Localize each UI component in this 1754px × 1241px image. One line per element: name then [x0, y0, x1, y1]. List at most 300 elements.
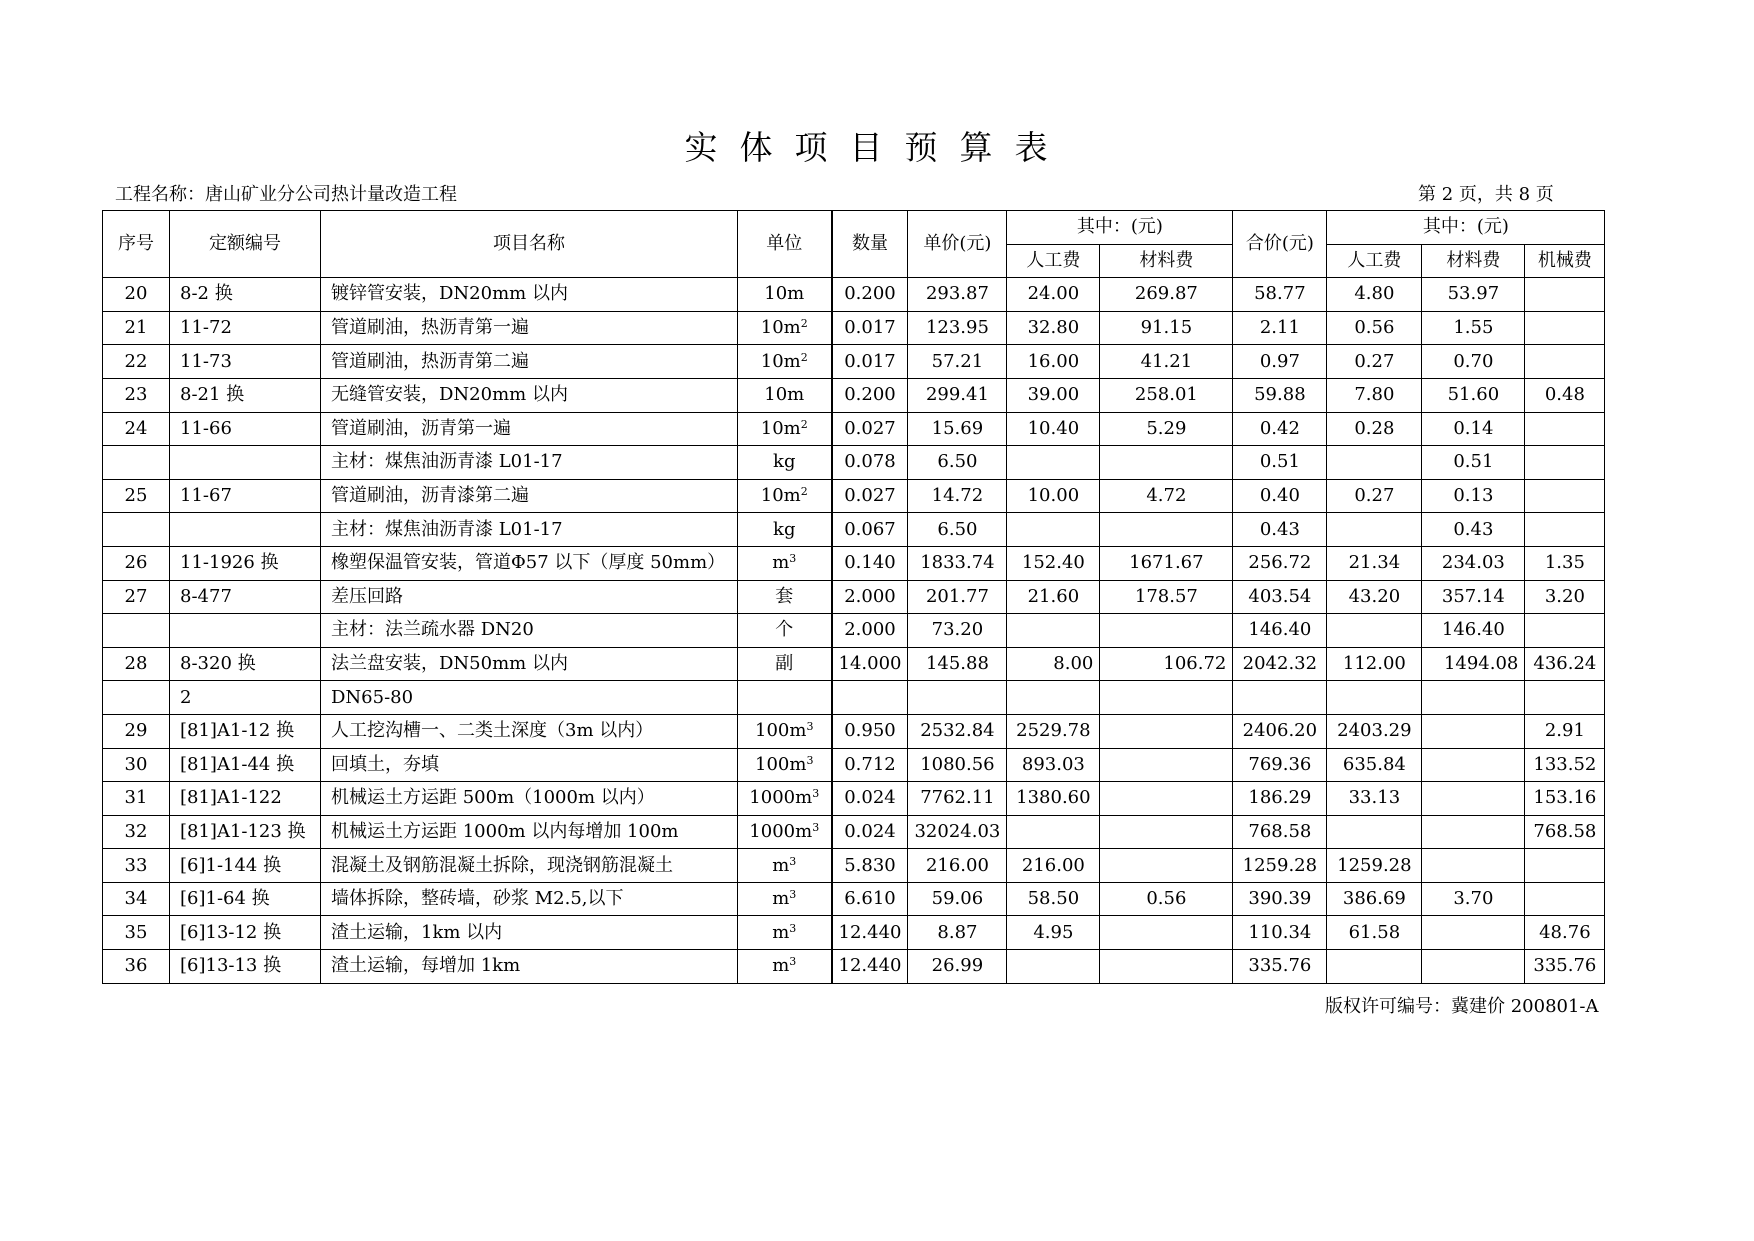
cell-material [1100, 950, 1233, 984]
cell-unit-price: 15.69 [908, 412, 1007, 446]
cell-total-material: 0.51 [1422, 446, 1525, 480]
cell-unit-price: 59.06 [908, 882, 1007, 916]
unit-text: 100m [755, 753, 807, 775]
cell-seq [103, 614, 170, 648]
cell-labor: 2529.78 [1007, 714, 1100, 748]
cell-seq: 25 [103, 479, 170, 513]
cell-name: 机械运土方运距 1000m 以内每增加 100m [321, 815, 738, 849]
cell-labor: 10.00 [1007, 479, 1100, 513]
cell-name: 镀锌管安装，DN20mm 以内 [321, 278, 738, 312]
cell-total-machine: 436.24 [1525, 647, 1605, 681]
table-row [103, 580, 1605, 614]
cell-unit [738, 748, 832, 782]
cell-unit-price: 201.77 [908, 580, 1007, 614]
cell-seq [103, 446, 170, 480]
unit-text: m [772, 955, 790, 977]
table-row [103, 311, 1605, 345]
cell-code: 11-73 [170, 345, 321, 379]
cell-qty: 14.000 [832, 647, 908, 681]
cell-unit-price: 14.72 [908, 479, 1007, 513]
cell-total-labor: 0.27 [1327, 479, 1422, 513]
cell-name: 人工挖沟槽一、二类土深度（3m 以内） [321, 714, 738, 748]
cell-total-material: 51.60 [1422, 378, 1525, 412]
cell-unit [738, 580, 832, 614]
cell-code: 2 [170, 681, 321, 715]
unit-exponent: 2 [800, 485, 808, 499]
cell-total-machine [1525, 479, 1605, 513]
cell-unit-price: 123.95 [908, 311, 1007, 345]
cell-total-labor [1327, 681, 1422, 715]
cell-unit [738, 882, 832, 916]
cell-material: 4.72 [1100, 479, 1233, 513]
unit-text: 1000m [749, 787, 813, 809]
cell-total-labor: 386.69 [1327, 882, 1422, 916]
cell-labor: 16.00 [1007, 345, 1100, 379]
cell-unit [738, 378, 832, 412]
cell-total-machine [1525, 513, 1605, 547]
cell-unit [738, 782, 832, 816]
cell-total-material: 0.13 [1422, 479, 1525, 513]
cell-total: 186.29 [1233, 782, 1327, 816]
cell-qty: 0.027 [832, 412, 908, 446]
cell-seq: 20 [103, 278, 170, 312]
cell-total-labor: 4.80 [1327, 278, 1422, 312]
cell-qty: 2.000 [832, 580, 908, 614]
cell-qty: 0.067 [832, 513, 908, 547]
header-qty: 数量 [832, 211, 908, 278]
cell-total-material: 1494.08 [1422, 647, 1525, 681]
cell-unit-price: 73.20 [908, 614, 1007, 648]
cell-name: 主材：法兰疏水器 DN20 [321, 614, 738, 648]
cell-total: 768.58 [1233, 815, 1327, 849]
cell-material: 5.29 [1100, 412, 1233, 446]
cell-total-machine [1525, 882, 1605, 916]
budget-table [102, 210, 1605, 984]
page-title: 实体项目预算表 [684, 128, 1070, 167]
cell-name: 法兰盘安装，DN50mm 以内 [321, 647, 738, 681]
cell-name: 主材：煤焦油沥青漆 L01-17 [321, 513, 738, 547]
cell-total: 1259.28 [1233, 849, 1327, 883]
cell-unit [738, 714, 832, 748]
cell-total: 58.77 [1233, 278, 1327, 312]
unit-text: 10m [764, 283, 805, 305]
table-row [103, 916, 1605, 950]
cell-labor: 58.50 [1007, 882, 1100, 916]
cell-labor: 32.80 [1007, 311, 1100, 345]
cell-total-labor [1327, 446, 1422, 480]
cell-material [1100, 714, 1233, 748]
cell-total-labor: 112.00 [1327, 647, 1422, 681]
cell-material: 178.57 [1100, 580, 1233, 614]
table-row [103, 412, 1605, 446]
unit-text: kg [773, 518, 796, 540]
cell-seq: 26 [103, 546, 170, 580]
unit-text: m [772, 854, 790, 876]
cell-code: [6]1-64 换 [170, 882, 321, 916]
cell-total: 403.54 [1233, 580, 1327, 614]
copyright-note: 版权许可编号：冀建价 200801-A [1325, 996, 1599, 1017]
unit-exponent: 2 [800, 417, 808, 431]
unit-exponent: 3 [806, 720, 814, 734]
table-row [103, 950, 1605, 984]
cell-name: 渣土运输，每增加 1km [321, 950, 738, 984]
cell-qty: 0.950 [832, 714, 908, 748]
header-of-which-1: 其中：(元) [1007, 211, 1233, 245]
table-row [103, 446, 1605, 480]
cell-total: 769.36 [1233, 748, 1327, 782]
cell-total-material: 1.55 [1422, 311, 1525, 345]
cell-name: 渣土运输，1km 以内 [321, 916, 738, 950]
cell-total: 59.88 [1233, 378, 1327, 412]
header-unit: 单位 [738, 211, 832, 278]
unit-text: 10m [760, 317, 801, 339]
cell-total-labor [1327, 614, 1422, 648]
cell-total: 146.40 [1233, 614, 1327, 648]
cell-total-material [1422, 714, 1525, 748]
cell-code: 11-67 [170, 479, 321, 513]
cell-material: 258.01 [1100, 378, 1233, 412]
cell-material: 1671.67 [1100, 546, 1233, 580]
header-machine-2: 机械费 [1525, 244, 1605, 278]
cell-total: 2406.20 [1233, 714, 1327, 748]
page-info: 第 2 页，共 8 页 [1418, 184, 1554, 205]
cell-seq: 36 [103, 950, 170, 984]
cell-material: 91.15 [1100, 311, 1233, 345]
cell-labor: 152.40 [1007, 546, 1100, 580]
cell-total-material: 3.70 [1422, 882, 1525, 916]
table-row [103, 378, 1605, 412]
cell-seq: 22 [103, 345, 170, 379]
cell-unit-price: 1080.56 [908, 748, 1007, 782]
cell-total-labor: 1259.28 [1327, 849, 1422, 883]
cell-total-material: 146.40 [1422, 614, 1525, 648]
cell-labor: 4.95 [1007, 916, 1100, 950]
cell-total-material: 234.03 [1422, 546, 1525, 580]
cell-unit [738, 345, 832, 379]
cell-qty: 5.830 [832, 849, 908, 883]
cell-unit-price: 6.50 [908, 446, 1007, 480]
cell-total-labor: 43.20 [1327, 580, 1422, 614]
cell-total-material: 0.70 [1422, 345, 1525, 379]
cell-code: [81]A1-123 换 [170, 815, 321, 849]
cell-material [1100, 513, 1233, 547]
cell-code [170, 513, 321, 547]
cell-labor: 21.60 [1007, 580, 1100, 614]
cell-total: 390.39 [1233, 882, 1327, 916]
cell-total-labor: 2403.29 [1327, 714, 1422, 748]
cell-name: 管道刷油，沥青第一遍 [321, 412, 738, 446]
header-total: 合价(元) [1233, 211, 1327, 278]
cell-material [1100, 446, 1233, 480]
cell-seq: 28 [103, 647, 170, 681]
header-of-which-2: 其中：(元) [1327, 211, 1605, 245]
cell-total-material [1422, 916, 1525, 950]
header-labor-2: 人工费 [1327, 244, 1422, 278]
cell-labor [1007, 513, 1100, 547]
cell-total-material: 357.14 [1422, 580, 1525, 614]
cell-labor: 10.40 [1007, 412, 1100, 446]
cell-seq: 24 [103, 412, 170, 446]
unit-text: m [772, 921, 790, 943]
cell-unit [738, 546, 832, 580]
cell-total: 0.51 [1233, 446, 1327, 480]
cell-labor [1007, 681, 1100, 715]
cell-name: 管道刷油，沥青漆第二遍 [321, 479, 738, 513]
cell-unit [738, 412, 832, 446]
cell-total: 0.43 [1233, 513, 1327, 547]
cell-total: 0.97 [1233, 345, 1327, 379]
unit-exponent: 3 [806, 753, 814, 767]
cell-code: [81]A1-122 [170, 782, 321, 816]
cell-unit [738, 647, 832, 681]
cell-qty: 0.024 [832, 815, 908, 849]
header-code: 定额编号 [170, 211, 321, 278]
cell-seq: 27 [103, 580, 170, 614]
cell-code: [6]13-12 换 [170, 916, 321, 950]
cell-labor: 8.00 [1007, 647, 1100, 681]
cell-unit [738, 479, 832, 513]
table-row [103, 849, 1605, 883]
unit-text: 副 [775, 653, 794, 675]
cell-total-material [1422, 950, 1525, 984]
cell-qty: 0.027 [832, 479, 908, 513]
header-labor-1: 人工费 [1007, 244, 1100, 278]
cell-material [1100, 614, 1233, 648]
header-name: 项目名称 [321, 211, 738, 278]
cell-labor [1007, 950, 1100, 984]
cell-qty: 0.200 [832, 378, 908, 412]
unit-exponent: 3 [789, 955, 797, 969]
cell-material [1100, 916, 1233, 950]
cell-total: 0.42 [1233, 412, 1327, 446]
cell-unit [738, 815, 832, 849]
cell-unit-price: 7762.11 [908, 782, 1007, 816]
cell-seq: 30 [103, 748, 170, 782]
header-seq: 序号 [103, 211, 170, 278]
unit-exponent: 3 [789, 888, 797, 902]
cell-total-machine [1525, 681, 1605, 715]
cell-total-labor: 61.58 [1327, 916, 1422, 950]
cell-total-material [1422, 849, 1525, 883]
cell-unit-price: 145.88 [908, 647, 1007, 681]
cell-total-machine [1525, 311, 1605, 345]
cell-total-machine: 133.52 [1525, 748, 1605, 782]
cell-labor: 39.00 [1007, 378, 1100, 412]
cell-unit [738, 278, 832, 312]
cell-name: 回填土，夯填 [321, 748, 738, 782]
cell-total-labor: 7.80 [1327, 378, 1422, 412]
cell-qty: 0.024 [832, 782, 908, 816]
cell-unit [738, 849, 832, 883]
cell-unit [738, 446, 832, 480]
cell-unit-price: 8.87 [908, 916, 1007, 950]
cell-seq: 31 [103, 782, 170, 816]
unit-exponent: 3 [812, 787, 820, 801]
cell-total-machine [1525, 412, 1605, 446]
cell-unit-price: 1833.74 [908, 546, 1007, 580]
cell-name: 墙体拆除，整砖墙，砂浆 M2.5,以下 [321, 882, 738, 916]
cell-total-machine: 335.76 [1525, 950, 1605, 984]
cell-qty: 0.200 [832, 278, 908, 312]
header-material-1: 材料费 [1100, 244, 1233, 278]
cell-code [170, 614, 321, 648]
cell-name: 机械运土方运距 500m（1000m 以内） [321, 782, 738, 816]
cell-total-labor: 21.34 [1327, 546, 1422, 580]
table-row [103, 278, 1605, 312]
cell-material: 0.56 [1100, 882, 1233, 916]
cell-total [1233, 681, 1327, 715]
cell-total: 335.76 [1233, 950, 1327, 984]
cell-unit [738, 513, 832, 547]
table-body [103, 278, 1605, 983]
cell-total-material: 53.97 [1422, 278, 1525, 312]
cell-total: 256.72 [1233, 546, 1327, 580]
cell-seq: 23 [103, 378, 170, 412]
cell-total-labor [1327, 815, 1422, 849]
cell-seq: 32 [103, 815, 170, 849]
cell-total: 2.11 [1233, 311, 1327, 345]
cell-name: 管道刷油，热沥青第二遍 [321, 345, 738, 379]
cell-total-machine [1525, 278, 1605, 312]
cell-name: DN65-80 [321, 681, 738, 715]
cell-total-machine: 768.58 [1525, 815, 1605, 849]
cell-qty: 6.610 [832, 882, 908, 916]
cell-unit-price [908, 681, 1007, 715]
cell-seq: 34 [103, 882, 170, 916]
cell-total-machine: 0.48 [1525, 378, 1605, 412]
cell-qty: 0.078 [832, 446, 908, 480]
cell-code: 8-477 [170, 580, 321, 614]
cell-total-material [1422, 681, 1525, 715]
table-row [103, 815, 1605, 849]
unit-exponent: 2 [800, 350, 808, 364]
unit-exponent: 3 [789, 552, 797, 566]
cell-labor: 893.03 [1007, 748, 1100, 782]
cell-name: 管道刷油，热沥青第一遍 [321, 311, 738, 345]
cell-unit-price: 57.21 [908, 345, 1007, 379]
unit-exponent: 3 [789, 854, 797, 868]
cell-qty: 12.440 [832, 950, 908, 984]
cell-total-machine: 3.20 [1525, 580, 1605, 614]
cell-total-material [1422, 815, 1525, 849]
cell-code [170, 446, 321, 480]
cell-unit-price: 216.00 [908, 849, 1007, 883]
table-row [103, 345, 1605, 379]
cell-code: 11-1926 换 [170, 546, 321, 580]
cell-material [1100, 782, 1233, 816]
cell-code: [81]A1-12 换 [170, 714, 321, 748]
cell-total-labor: 33.13 [1327, 782, 1422, 816]
cell-name: 混凝土及钢筋混凝土拆除，现浇钢筋混凝土 [321, 849, 738, 883]
cell-seq: 21 [103, 311, 170, 345]
cell-unit-price: 2532.84 [908, 714, 1007, 748]
unit-exponent: 3 [812, 820, 820, 834]
table-row [103, 714, 1605, 748]
cell-name: 无缝管安装，DN20mm 以内 [321, 378, 738, 412]
cell-total-material: 0.43 [1422, 513, 1525, 547]
cell-total-machine: 48.76 [1525, 916, 1605, 950]
cell-total-machine [1525, 345, 1605, 379]
cell-unit-price: 299.41 [908, 378, 1007, 412]
cell-total-machine: 153.16 [1525, 782, 1605, 816]
cell-code: 11-66 [170, 412, 321, 446]
cell-total-material: 0.14 [1422, 412, 1525, 446]
cell-labor: 216.00 [1007, 849, 1100, 883]
cell-total-labor: 635.84 [1327, 748, 1422, 782]
cell-labor [1007, 815, 1100, 849]
cell-qty [832, 681, 908, 715]
cell-total-labor [1327, 950, 1422, 984]
cell-total: 0.40 [1233, 479, 1327, 513]
table-row [103, 614, 1605, 648]
table-row [103, 513, 1605, 547]
cell-unit-price: 6.50 [908, 513, 1007, 547]
cell-total-machine [1525, 446, 1605, 480]
table-row [103, 546, 1605, 580]
cell-code: [81]A1-44 换 [170, 748, 321, 782]
table-row [103, 748, 1605, 782]
header-unit-price: 单价(元) [908, 211, 1007, 278]
cell-total: 2042.32 [1233, 647, 1327, 681]
cell-code: 8-320 换 [170, 647, 321, 681]
unit-text: 10m [764, 384, 805, 406]
cell-name: 差压回路 [321, 580, 738, 614]
unit-text: 10m [760, 350, 801, 372]
cell-seq: 35 [103, 916, 170, 950]
cell-labor [1007, 446, 1100, 480]
cell-material: 106.72 [1100, 647, 1233, 681]
cell-unit [738, 614, 832, 648]
cell-unit-price: 293.87 [908, 278, 1007, 312]
cell-code: 8-21 换 [170, 378, 321, 412]
cell-name: 主材：煤焦油沥青漆 L01-17 [321, 446, 738, 480]
cell-material [1100, 748, 1233, 782]
cell-qty: 0.140 [832, 546, 908, 580]
cell-total-material [1422, 748, 1525, 782]
cell-material: 41.21 [1100, 345, 1233, 379]
cell-seq [103, 513, 170, 547]
cell-code: 8-2 换 [170, 278, 321, 312]
cell-unit-price: 32024.03 [908, 815, 1007, 849]
header-material-2: 材料费 [1422, 244, 1525, 278]
cell-name: 橡塑保温管安装，管道Φ57 以下（厚度 50mm） [321, 546, 738, 580]
cell-unit [738, 681, 832, 715]
cell-total-labor [1327, 513, 1422, 547]
cell-material: 269.87 [1100, 278, 1233, 312]
table-row [103, 882, 1605, 916]
unit-exponent: 2 [800, 317, 808, 331]
cell-labor [1007, 614, 1100, 648]
cell-seq: 29 [103, 714, 170, 748]
cell-total-machine [1525, 849, 1605, 883]
unit-text: m [772, 888, 790, 910]
cell-material [1100, 681, 1233, 715]
unit-text: 10m [760, 485, 801, 507]
unit-text: 个 [775, 619, 794, 641]
cell-total-labor: 0.28 [1327, 412, 1422, 446]
cell-qty: 12.440 [832, 916, 908, 950]
unit-text: 100m [755, 720, 807, 742]
cell-qty: 2.000 [832, 614, 908, 648]
cell-seq: 33 [103, 849, 170, 883]
unit-text: 1000m [749, 820, 813, 842]
cell-unit [738, 950, 832, 984]
cell-total-machine: 2.91 [1525, 714, 1605, 748]
cell-unit-price: 26.99 [908, 950, 1007, 984]
project-name: 工程名称：唐山矿业分公司热计量改造工程 [115, 184, 457, 205]
cell-total-machine [1525, 614, 1605, 648]
cell-code: [6]1-144 换 [170, 849, 321, 883]
